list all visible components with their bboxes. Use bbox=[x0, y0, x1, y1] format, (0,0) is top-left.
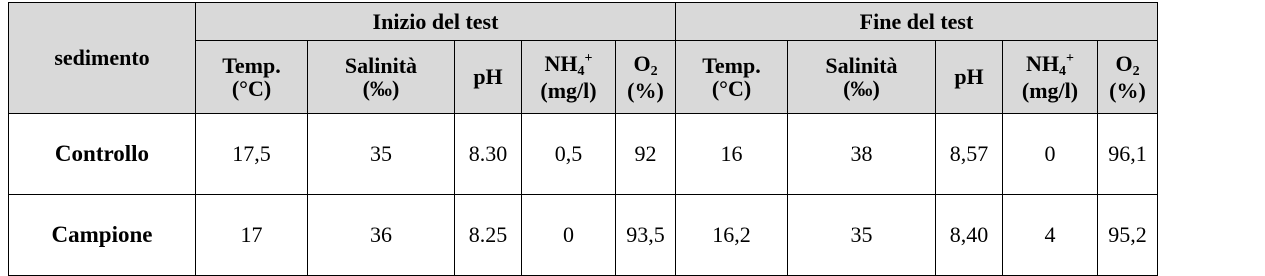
table-cell: 4 bbox=[1003, 195, 1098, 276]
table-cell: 16 bbox=[676, 114, 788, 195]
table-row bbox=[9, 114, 1158, 195]
table-cell: 8.25 bbox=[455, 195, 522, 276]
table-cell: 35 bbox=[788, 195, 936, 276]
corner-header: sedimento bbox=[9, 3, 196, 114]
col-header-ph: pH bbox=[936, 41, 1003, 114]
table-cell: 96,1 bbox=[1098, 114, 1158, 195]
table-cell: 0 bbox=[1003, 114, 1098, 195]
table-cell: 92 bbox=[616, 114, 676, 195]
col-header-o2: $O_2$ (%) bbox=[616, 41, 676, 114]
col-header-nh4: $NH_4^+$ (mg/l) bbox=[1003, 41, 1098, 114]
table-cell: 38 bbox=[788, 114, 936, 195]
col-header-salinity: Salinità (‰) bbox=[788, 41, 936, 114]
table-cell: 0 bbox=[522, 195, 616, 276]
table-cell: 8,57 bbox=[936, 114, 1003, 195]
col-header-ph: pH bbox=[455, 41, 522, 114]
table-container bbox=[8, 2, 1158, 276]
row-label: Campione bbox=[9, 195, 196, 276]
table-cell: 16,2 bbox=[676, 195, 788, 276]
row-label: Controllo bbox=[9, 114, 196, 195]
col-header-salinity: Salinità (‰) bbox=[308, 41, 455, 114]
table-cell: 17 bbox=[196, 195, 308, 276]
table-cell: 8,40 bbox=[936, 195, 1003, 276]
table-cell: 17,5 bbox=[196, 114, 308, 195]
table-cell: 35 bbox=[308, 114, 455, 195]
col-header-temp: Temp. (°C) bbox=[196, 41, 308, 114]
table-cell: 36 bbox=[308, 195, 455, 276]
table-cell: 0,5 bbox=[522, 114, 616, 195]
col-header-o2: $O_2$ (%) bbox=[1098, 41, 1158, 114]
group-header-end: Fine del test bbox=[676, 3, 1158, 41]
table-cell: 8.30 bbox=[455, 114, 522, 195]
data-table bbox=[8, 2, 1158, 276]
group-header-start: Inizio del test bbox=[196, 3, 676, 41]
table-row bbox=[9, 195, 1158, 276]
table-cell: 95,2 bbox=[1098, 195, 1158, 276]
col-header-temp: Temp. (°C) bbox=[676, 41, 788, 114]
col-header-nh4: $NH_4^+$ (mg/l) bbox=[522, 41, 616, 114]
table-cell: 93,5 bbox=[616, 195, 676, 276]
